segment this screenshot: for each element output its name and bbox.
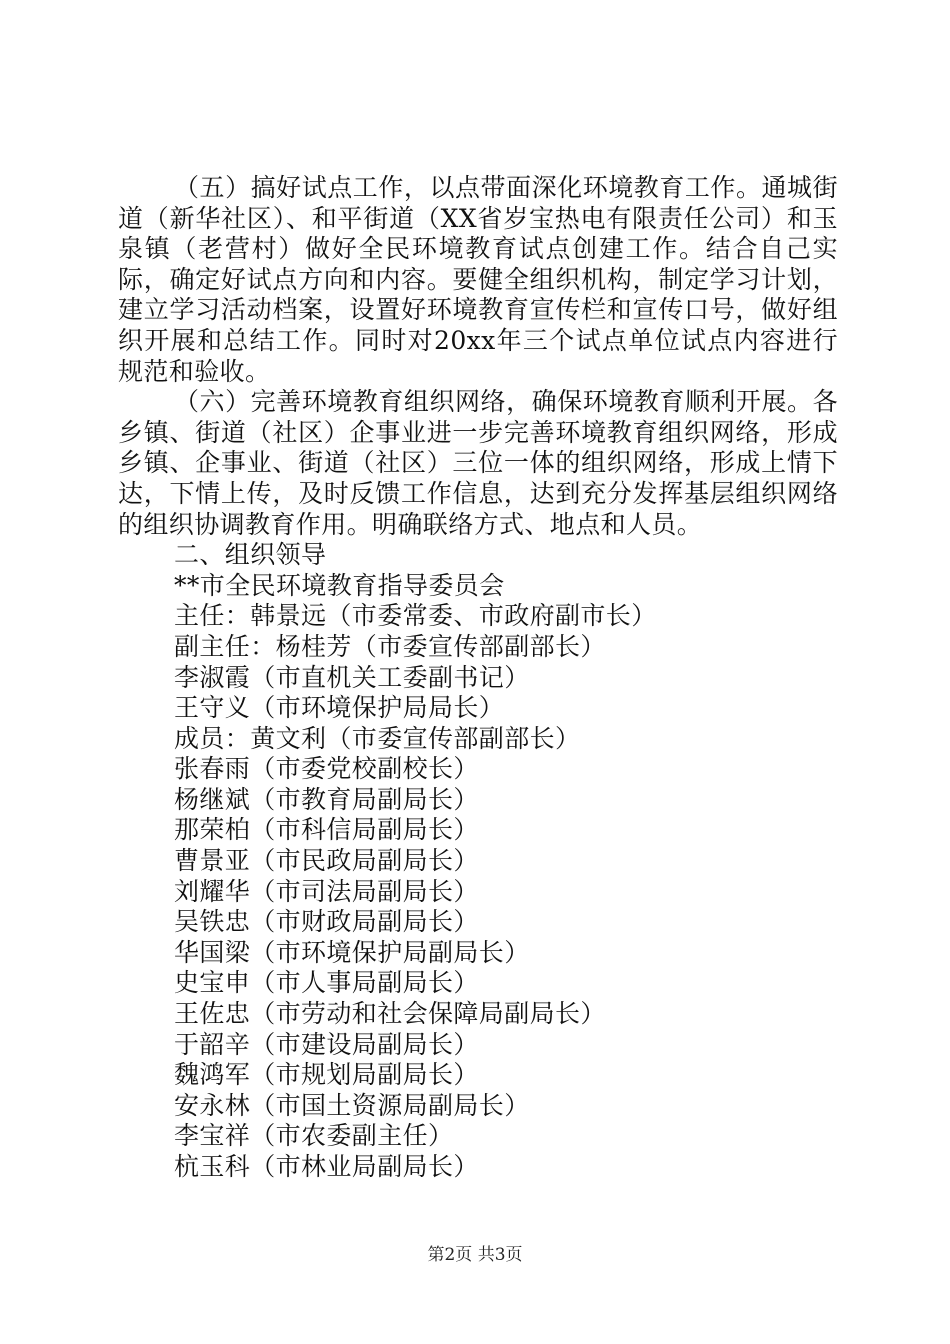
member-line: 主任：韩景远（市委常委、市政府副市长）: [174, 601, 657, 631]
member-line: 张春雨（市委党校副校长）: [174, 754, 479, 784]
member-line: 魏鸿军（市规划局副局长）: [174, 1060, 479, 1090]
member-line: 副主任：杨桂芳（市委宣传部副部长）: [174, 631, 606, 661]
committee-title: **市全民环境教育指导委员会: [174, 570, 505, 600]
member-line: 华国梁（市环境保护局副局长）: [174, 937, 530, 967]
member-line: 李淑霞（市直机关工委副书记）: [174, 662, 530, 692]
member-line: 史宝申（市人事局副局长）: [174, 968, 479, 998]
member-line: 安永林（市国土资源局副局长）: [174, 1090, 530, 1120]
member-line: 曹景亚（市民政局副局长）: [174, 846, 479, 876]
member-line: 成员：黄文利（市委宣传部副部长）: [174, 723, 581, 753]
page-footer: 第2页 共3页: [427, 1245, 523, 1265]
member-line: 杨继斌（市教育局副局长）: [174, 784, 479, 814]
document-body: [118, 173, 838, 1183]
member-line: 那荣柏（市科信局副局长）: [174, 815, 479, 845]
paragraph-organization-network: （六）完善环境教育组织网络，确保环境教育顺利开展。各乡镇、街道（社区）企事业进一步完善环境教育组织网络，形成乡镇、企事业、街道（社区）三位一体的组织网络，形成上情下达，下情上传，及时反馈工作信息，达到充分发挥基层组织网络的组织协调教育作用。明确联络方式、地点和人员。: [118, 387, 838, 539]
section-heading: 二、组织领导: [174, 540, 327, 570]
member-line: 李宝祥（市农委副主任）: [174, 1121, 454, 1151]
member-line: 王佐忠（市劳动和社会保障局副局长）: [174, 999, 606, 1029]
paragraph-pilot-work: （五）搞好试点工作，以点带面深化环境教育工作。通城街道（新华社区）、和平街道（XX省岁宝热电有限责任公司）和玉泉镇（老营村）做好全民环境教育试点创建工作。结合自己实际，确定好试点方向和内容。要健全组织机构，制定学习计划，建立学习活动档案，设置好环境教育宣传栏和宣传口号，做好组织开展和总结工作。同时对20xx年三个试点单位试点内容进行规范和验收。: [118, 173, 838, 386]
member-line: 杭玉科（市林业局副局长）: [174, 1152, 479, 1181]
member-line: 王守义（市环境保护局局长）: [174, 693, 505, 723]
member-line: 吴铁忠（市财政局副局长）: [174, 907, 479, 937]
member-line: 刘耀华（市司法局副局长）: [174, 876, 479, 906]
member-line: 于韶辛（市建设局副局长）: [174, 1029, 479, 1059]
